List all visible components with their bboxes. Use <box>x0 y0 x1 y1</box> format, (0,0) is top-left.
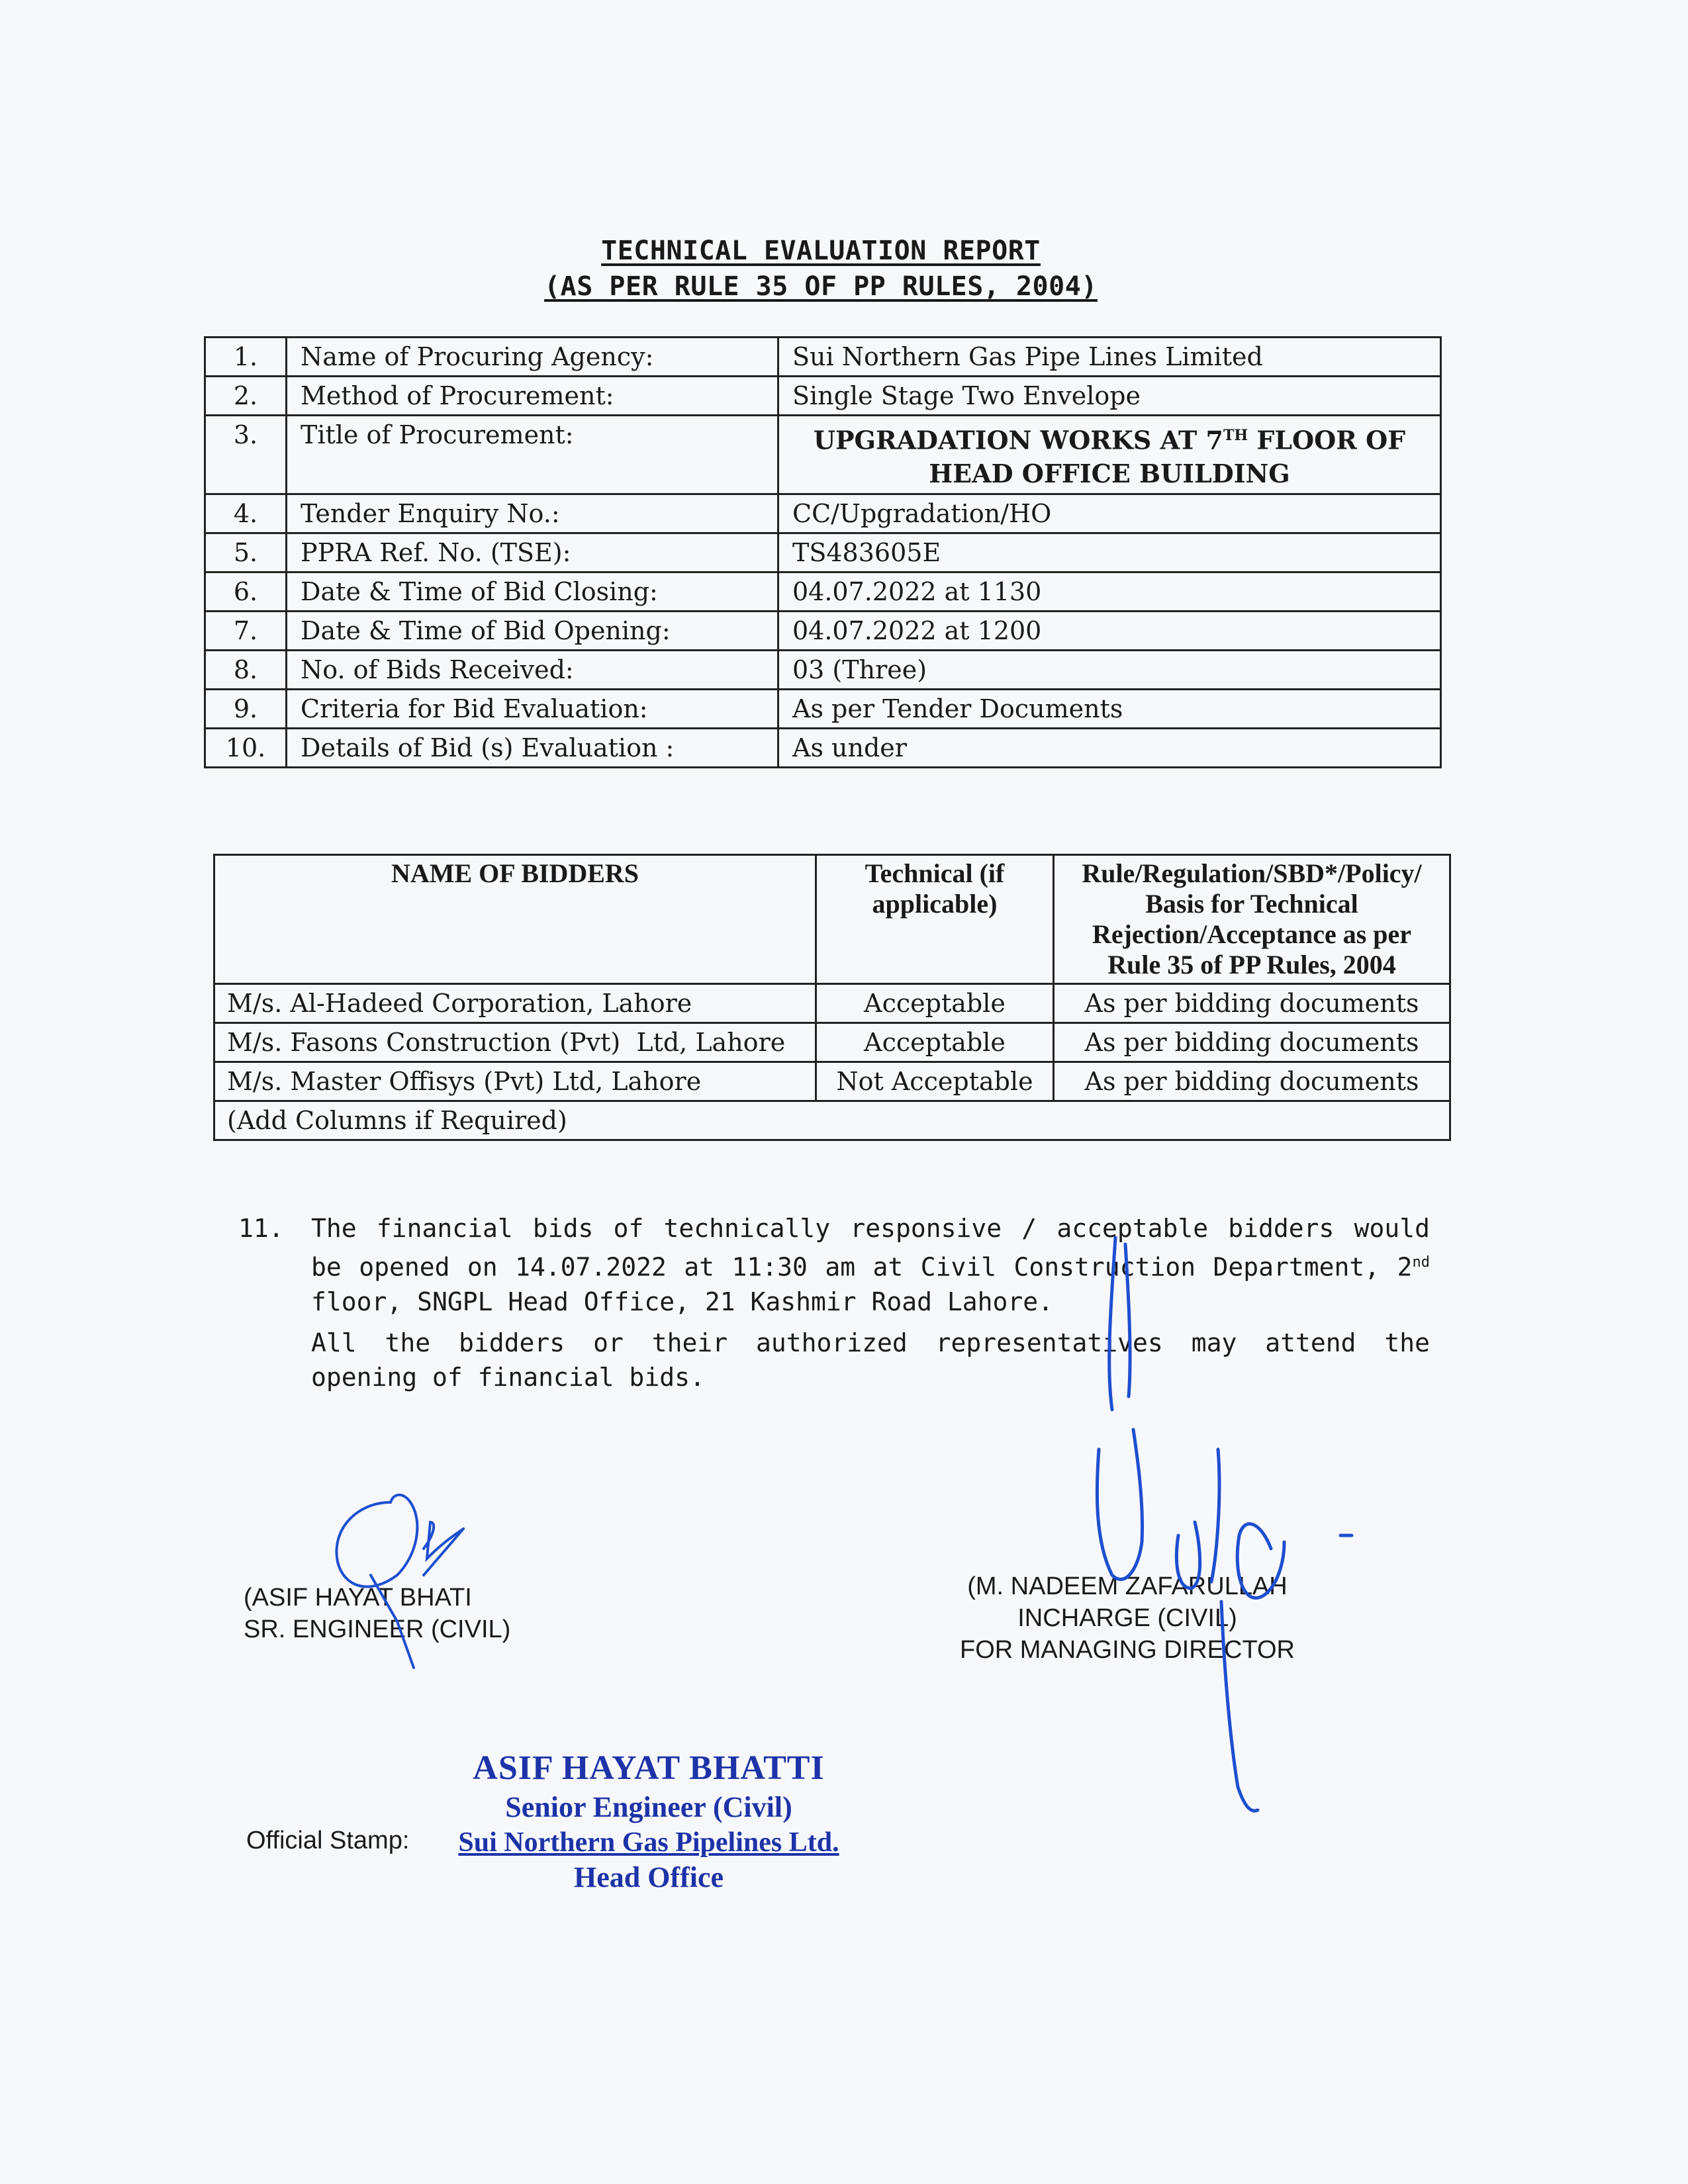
table-row <box>205 338 1441 377</box>
row-value: 03 (Three) <box>778 650 1441 689</box>
stamp-designation: Senior Engineer (Civil) <box>505 1791 792 1823</box>
procurement-info-table <box>204 336 1442 768</box>
official-stamp-label: Official Stamp: <box>246 1827 410 1854</box>
table-row <box>205 416 1441 494</box>
header-technical: Technical (if applicable) <box>816 855 1054 984</box>
row-label: Method of Procurement: <box>287 377 778 416</box>
table-row <box>205 728 1441 767</box>
report-subtitle: (AS PER RULE 35 OF PP RULES, 2004) <box>544 271 1098 302</box>
row-value: Single Stage Two Envelope <box>778 377 1441 416</box>
row-number: 10. <box>205 728 287 767</box>
stamp-company: Sui Northern Gas Pipelines Ltd. <box>458 1827 839 1858</box>
signature-right <box>1097 1238 1352 1811</box>
signatory-right-name: (M. NADEEM ZAFARULLAH <box>967 1572 1288 1600</box>
row-label: Name of Procuring Agency: <box>287 338 778 377</box>
evaluation-basis: As per bidding documents <box>1054 1023 1450 1062</box>
table-header-row <box>214 855 1450 984</box>
row-number: 6. <box>205 572 287 611</box>
paragraph-11-text <box>311 1211 1430 1319</box>
header-name-of-bidders: NAME OF BIDDERS <box>214 855 816 984</box>
row-number: 9. <box>205 689 287 728</box>
row-value: 04.07.2022 at 1200 <box>778 611 1441 650</box>
table-row <box>214 1023 1450 1062</box>
table-row <box>205 611 1441 650</box>
row-label: Details of Bid (s) Evaluation : <box>287 728 778 767</box>
row-label: Date & Time of Bid Opening: <box>287 611 778 650</box>
paragraph-number: 11. <box>238 1214 284 1243</box>
row-label: Criteria for Bid Evaluation: <box>287 689 778 728</box>
procurement-title-sup: TH <box>1223 427 1248 444</box>
bidder-name: M/s. Master Offisys (Pvt) Ltd, Lahore <box>214 1062 816 1101</box>
signatory-right-title: INCHARGE (CIVIL) <box>1017 1604 1237 1632</box>
table-row <box>205 533 1441 572</box>
signatory-right <box>960 1570 1295 1666</box>
paragraph-attendance: All the bidders or their authorized representatives may attend the opening of financial bids. <box>311 1328 1430 1392</box>
paragraph-11-sup: nd <box>1412 1254 1430 1271</box>
paragraph-11-part-a: The financial bids of technically responsive / acceptable bidders would be opened on 14.07.2022 at 11:30 am at Civil Construction Department, 2 <box>311 1214 1430 1282</box>
header-basis: Rule/Regulation/SBD*/Policy/ Basis for Technical Rejection/Acceptance as per Rule 35 of PP Rules, 2004 <box>1054 855 1450 984</box>
row-number: 1. <box>205 338 287 377</box>
row-number: 3. <box>205 416 287 494</box>
table-row <box>214 984 1450 1023</box>
row-number: 8. <box>205 650 287 689</box>
signatory-right-role: FOR MANAGING DIRECTOR <box>960 1636 1295 1664</box>
official-stamp <box>437 1747 861 1895</box>
table-row <box>214 1062 1450 1101</box>
row-label: PPRA Ref. No. (TSE): <box>287 533 778 572</box>
bidder-name: M/s. Fasons Construction (Pvt) Ltd, Lahore <box>214 1023 816 1062</box>
row-value: Sui Northern Gas Pipe Lines Limited <box>778 338 1441 377</box>
evaluation-basis: As per bidding documents <box>1054 984 1450 1023</box>
table-footer-row <box>214 1101 1450 1140</box>
evaluation-basis: As per bidding documents <box>1054 1062 1450 1101</box>
paragraph-11 <box>238 1211 1430 1319</box>
report-title: TECHNICAL EVALUATION REPORT <box>601 236 1041 266</box>
bidders-table <box>213 854 1451 1141</box>
procurement-title-value <box>778 416 1441 494</box>
signatory-left-title: SR. ENGINEER (CIVIL) <box>244 1615 511 1643</box>
row-number: 2. <box>205 377 287 416</box>
bidder-name: M/s. Al-Hadeed Corporation, Lahore <box>214 984 816 1023</box>
signatory-left <box>244 1582 510 1645</box>
table-row <box>205 377 1441 416</box>
table-row <box>205 689 1441 728</box>
technical-status: Acceptable <box>816 984 1054 1023</box>
technical-status: Not Acceptable <box>816 1062 1054 1101</box>
row-label: No. of Bids Received: <box>287 650 778 689</box>
row-number: 4. <box>205 494 287 533</box>
row-value: TS483605E <box>778 533 1441 572</box>
row-value: As under <box>778 728 1441 767</box>
signatory-left-name: (ASIF HAYAT BHATI <box>244 1584 472 1612</box>
row-value: 04.07.2022 at 1130 <box>778 572 1441 611</box>
stamp-name: ASIF HAYAT BHATTI <box>473 1749 825 1787</box>
stamp-office: Head Office <box>573 1861 724 1893</box>
row-label: Title of Procurement: <box>287 416 778 494</box>
procurement-title-part-a: UPGRADATION WORKS AT 7 <box>813 425 1223 455</box>
procurement-title-part-b: FLOOR OF HEAD OFFICE BUILDING <box>929 425 1406 488</box>
add-columns-note: (Add Columns if Required) <box>214 1101 1450 1140</box>
technical-status: Acceptable <box>816 1023 1054 1062</box>
table-row <box>205 572 1441 611</box>
row-number: 7. <box>205 611 287 650</box>
row-label: Date & Time of Bid Closing: <box>287 572 778 611</box>
table-row <box>205 494 1441 533</box>
paragraph-11-part-b: floor, SNGPL Head Office, 21 Kashmir Road Lahore. <box>311 1287 1054 1316</box>
table-row <box>205 650 1441 689</box>
row-number: 5. <box>205 533 287 572</box>
row-value: CC/Upgradation/HO <box>778 494 1441 533</box>
row-value: As per Tender Documents <box>778 689 1441 728</box>
row-label: Tender Enquiry No.: <box>287 494 778 533</box>
